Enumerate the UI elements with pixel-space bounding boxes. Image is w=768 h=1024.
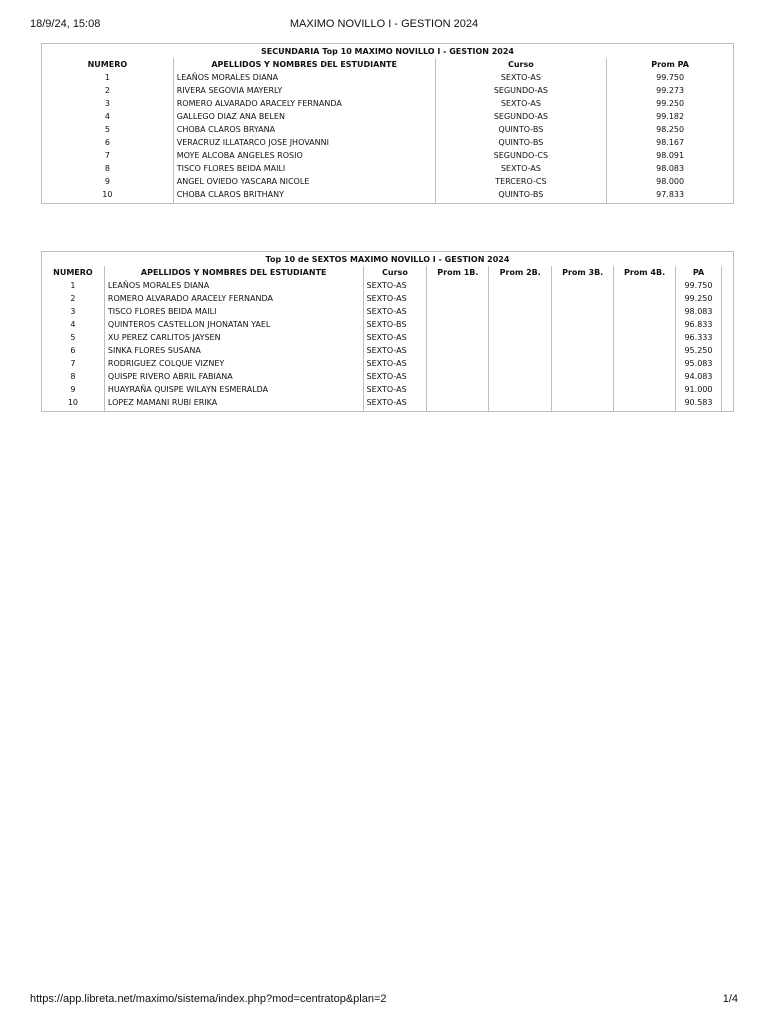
page-number: 1/4	[722, 993, 738, 1005]
course-cell: SEXTO-AS	[363, 344, 427, 357]
student-name-cell: XU PEREZ CARLITOS JAYSEN	[104, 331, 363, 344]
course-cell: SEXTO-AS	[363, 370, 427, 383]
student-name-cell: HUAYRAÑA QUISPE WILAYN ESMERALDA	[104, 383, 363, 396]
bimester-4-cell	[614, 279, 676, 292]
bimester-1-cell	[427, 292, 489, 305]
table-body	[42, 279, 734, 412]
rank-cell: 5	[70, 333, 76, 342]
page-url: https://app.libreta.net/maximo/sistema/index.php?mod=centratop&plan=2	[30, 993, 387, 1005]
bimester-4-cell	[614, 383, 676, 396]
bimester-3-cell	[552, 305, 614, 318]
bimester-3-cell	[552, 318, 614, 331]
annual-average-cell: 98.083	[676, 305, 722, 318]
bimester-3-cell	[552, 331, 614, 344]
bimester-2-cell	[489, 370, 552, 383]
course-cell: SEGUNDO-CS	[435, 149, 607, 162]
column-header: NUMERO	[53, 268, 93, 277]
rank-cell: 8	[104, 164, 110, 173]
column-header: Prom PA	[607, 58, 734, 71]
spacer-cell	[721, 396, 733, 412]
rank-cell: 6	[104, 138, 110, 147]
rank-cell: 3	[70, 307, 76, 316]
student-name-cell: VERACRUZ ILLATARCO JOSE JHOVANNI	[173, 136, 435, 149]
annual-average-cell: 95.083	[676, 357, 722, 370]
average-cell: 99.750	[607, 71, 734, 84]
bimester-2-cell	[489, 292, 552, 305]
secundaria-top10-table	[41, 43, 734, 204]
annual-average-cell: 91.000	[676, 383, 722, 396]
bimester-2-cell	[489, 344, 552, 357]
spacer-cell	[721, 279, 733, 292]
table-row	[42, 357, 734, 370]
table-row	[42, 175, 734, 188]
bimester-2-cell	[489, 279, 552, 292]
course-cell: SEXTO-AS	[363, 279, 427, 292]
table-row	[42, 188, 734, 204]
table-row	[42, 292, 734, 305]
student-name-cell: LEAÑOS MORALES DIANA	[104, 279, 363, 292]
bimester-4-cell	[614, 331, 676, 344]
rank-cell: 1	[70, 281, 76, 290]
average-cell: 99.182	[607, 110, 734, 123]
rank-cell: 5	[104, 125, 110, 134]
rank-cell: 7	[104, 151, 110, 160]
spacer-cell	[721, 357, 733, 370]
bimester-2-cell	[489, 331, 552, 344]
table-row	[42, 344, 734, 357]
spacer-cell	[721, 331, 733, 344]
spacer-cell	[721, 292, 733, 305]
average-cell: 97.833	[607, 188, 734, 204]
table-row	[42, 162, 734, 175]
student-name-cell: RIVERA SEGOVIA MAYERLY	[173, 84, 435, 97]
course-cell: SEXTO-AS	[435, 162, 607, 175]
bimester-1-cell	[427, 396, 489, 412]
course-cell: QUINTO-BS	[435, 123, 607, 136]
column-header: Curso	[435, 58, 607, 71]
bimester-3-cell	[552, 344, 614, 357]
table-row	[42, 110, 734, 123]
column-spacer	[721, 266, 733, 279]
course-cell: SEXTO-AS	[363, 383, 427, 396]
column-header: Prom 4B.	[614, 266, 676, 279]
table-caption: Top 10 de SEXTOS MAXIMO NOVILLO I - GESTION 2024	[265, 254, 510, 264]
student-name-cell: LEAÑOS MORALES DIANA	[173, 71, 435, 84]
course-cell: SEXTO-AS	[363, 305, 427, 318]
column-header: Prom 1B.	[427, 266, 489, 279]
spacer-cell	[721, 370, 733, 383]
annual-average-cell: 99.750	[676, 279, 722, 292]
annual-average-cell: 90.583	[676, 396, 722, 412]
rank-cell: 4	[104, 112, 110, 121]
student-name-cell: ROMERO ALVARADO ARACELY FERNANDA	[104, 292, 363, 305]
annual-average-cell: 99.250	[676, 292, 722, 305]
student-name-cell: TISCO FLORES BEIDA MAILI	[104, 305, 363, 318]
print-footer	[30, 993, 738, 1009]
bimester-3-cell	[552, 396, 614, 412]
average-cell: 98.167	[607, 136, 734, 149]
bimester-3-cell	[552, 357, 614, 370]
course-cell: SEXTO-AS	[363, 292, 427, 305]
annual-average-cell: 96.333	[676, 331, 722, 344]
spacer-cell	[721, 383, 733, 396]
bimester-1-cell	[427, 318, 489, 331]
rank-cell: 2	[104, 86, 110, 95]
rank-cell: 2	[70, 294, 76, 303]
print-datetime: 18/9/24, 15:08	[30, 18, 101, 30]
rank-cell: 3	[104, 99, 110, 108]
print-title: MAXIMO NOVILLO I - GESTION 2024	[289, 18, 479, 30]
bimester-1-cell	[427, 279, 489, 292]
course-cell: SEXTO-AS	[363, 331, 427, 344]
student-name-cell: QUINTEROS CASTELLON JHONATAN YAEL	[104, 318, 363, 331]
average-cell: 99.250	[607, 97, 734, 110]
column-header: APELLIDOS Y NOMBRES DEL ESTUDIANTE	[173, 58, 435, 71]
column-header: Prom 2B.	[489, 266, 552, 279]
bimester-3-cell	[552, 292, 614, 305]
bimester-1-cell	[427, 344, 489, 357]
spacer-cell	[721, 318, 733, 331]
course-cell: SEGUNDO-AS	[435, 84, 607, 97]
course-cell: QUINTO-BS	[435, 136, 607, 149]
spacer-cell	[721, 344, 733, 357]
course-cell: SEXTO-AS	[363, 357, 427, 370]
bimester-4-cell	[614, 370, 676, 383]
table-caption: SECUNDARIA Top 10 MAXIMO NOVILLO I - GESTION 2024	[261, 46, 514, 56]
table-row	[42, 71, 734, 84]
student-name-cell: MOYE ALCOBA ANGELES ROSIO	[173, 149, 435, 162]
student-name-cell: CHOBA CLAROS BRYANA	[173, 123, 435, 136]
student-name-cell: ANGEL OVIEDO YASCARA NICOLE	[173, 175, 435, 188]
bimester-4-cell	[614, 305, 676, 318]
course-cell: SEXTO-AS	[435, 71, 607, 84]
bimester-4-cell	[614, 396, 676, 412]
average-cell: 99.273	[607, 84, 734, 97]
bimester-2-cell	[489, 357, 552, 370]
table-row	[42, 370, 734, 383]
table-row	[42, 97, 734, 110]
average-cell: 98.250	[607, 123, 734, 136]
bimester-3-cell	[552, 370, 614, 383]
column-header: Prom 3B.	[552, 266, 614, 279]
table-row	[42, 396, 734, 412]
average-cell: 98.000	[607, 175, 734, 188]
average-cell: 98.083	[607, 162, 734, 175]
bimester-1-cell	[427, 331, 489, 344]
table-row	[42, 331, 734, 344]
bimester-2-cell	[489, 318, 552, 331]
table-row	[42, 318, 734, 331]
course-cell: SEGUNDO-AS	[435, 110, 607, 123]
table-row	[42, 123, 734, 136]
student-name-cell: CHOBA CLAROS BRITHANY	[173, 188, 435, 204]
student-name-cell: QUISPE RIVERO ABRIL FABIANA	[104, 370, 363, 383]
rank-cell: 8	[70, 372, 76, 381]
spacer-cell	[721, 305, 733, 318]
rank-cell: 4	[70, 320, 76, 329]
course-cell: SEXTO-AS	[435, 97, 607, 110]
rank-cell: 6	[70, 346, 76, 355]
table-row	[42, 136, 734, 149]
student-name-cell: RODRIGUEZ COLQUE VIZNEY	[104, 357, 363, 370]
bimester-2-cell	[489, 383, 552, 396]
course-cell: TERCERO-CS	[435, 175, 607, 188]
print-header	[30, 18, 738, 34]
student-name-cell: GALLEGO DIAZ ANA BELEN	[173, 110, 435, 123]
average-cell: 98.091	[607, 149, 734, 162]
bimester-1-cell	[427, 383, 489, 396]
bimester-3-cell	[552, 383, 614, 396]
column-header: PA	[676, 266, 722, 279]
bimester-2-cell	[489, 396, 552, 412]
rank-cell: 7	[70, 359, 76, 368]
student-name-cell: ROMERO ALVARADO ARACELY FERNANDA	[173, 97, 435, 110]
course-cell: SEXTO-AS	[363, 396, 427, 412]
course-cell: QUINTO-BS	[435, 188, 607, 204]
annual-average-cell: 94.083	[676, 370, 722, 383]
bimester-4-cell	[614, 344, 676, 357]
rank-cell: 9	[70, 385, 76, 394]
bimester-1-cell	[427, 370, 489, 383]
bimester-2-cell	[489, 305, 552, 318]
bimester-4-cell	[614, 318, 676, 331]
table-body	[42, 71, 734, 204]
sextos-top10-table	[41, 251, 734, 412]
table-row	[42, 305, 734, 318]
bimester-1-cell	[427, 305, 489, 318]
bimester-3-cell	[552, 279, 614, 292]
student-name-cell: LOPEZ MAMANI RUBI ERIKA	[104, 396, 363, 412]
bimester-4-cell	[614, 357, 676, 370]
column-header: APELLIDOS Y NOMBRES DEL ESTUDIANTE	[104, 266, 363, 279]
column-header: Curso	[363, 266, 427, 279]
bimester-1-cell	[427, 357, 489, 370]
student-name-cell: SINKA FLORES SUSANA	[104, 344, 363, 357]
rank-cell: 1	[104, 73, 110, 82]
annual-average-cell: 95.250	[676, 344, 722, 357]
bimester-4-cell	[614, 292, 676, 305]
column-header: NUMERO	[87, 60, 128, 69]
table-row	[42, 84, 734, 97]
rank-cell: 9	[104, 177, 110, 186]
rank-cell: 10	[67, 398, 79, 407]
student-name-cell: TISCO FLORES BEIDA MAILI	[173, 162, 435, 175]
table-row	[42, 149, 734, 162]
rank-cell: 10	[102, 190, 113, 199]
table-row	[42, 383, 734, 396]
course-cell: SEXTO-BS	[363, 318, 427, 331]
table-row	[42, 279, 734, 292]
annual-average-cell: 96.833	[676, 318, 722, 331]
